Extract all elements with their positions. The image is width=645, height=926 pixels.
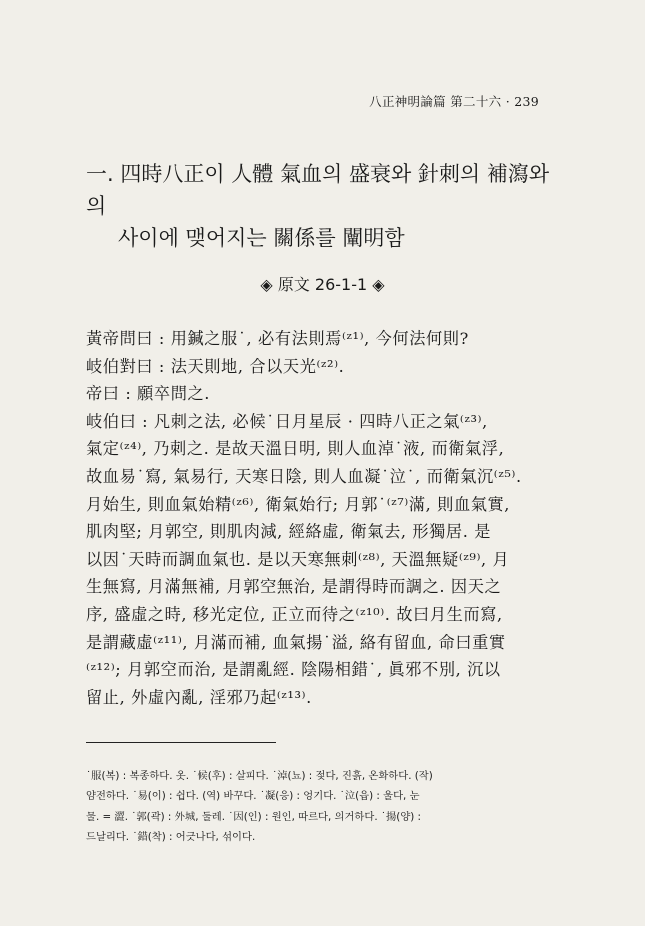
classical-text <box>86 325 556 711</box>
text-line: 序, 盛虛之時, 移光定位, 正立而待之⁽ᶻ¹⁰⁾. 故曰月生而寫, <box>86 604 503 624</box>
text-line: 氣定⁽ᶻ⁴⁾, 乃刺之. 是故天溫日明, 則人血淖˙液, 而衛氣浮, <box>86 439 505 459</box>
section-heading-line-2: 사이에 맺어지는 關係를 闡明함 <box>118 226 405 250</box>
footnote-line: 물. = 澀. ˙郭(곽) : 外城, 둘레. ˙因(인) : 원인, 따르다, 의거하다. ˙揚(양) : <box>86 810 422 823</box>
footnote-line: 드날리다. ˙錯(착) : 어긋나다, 섞이다. <box>86 831 256 844</box>
section-heading <box>86 158 556 254</box>
text-line: 以因˙天時而調血氣也. 是以天寒無刺⁽ᶻ⁸⁾, 天溫無疑⁽ᶻ⁹⁾, 月 <box>86 549 510 569</box>
text-line: 是謂藏虛⁽ᶻ¹¹⁾, 月滿而補, 血氣揚˙溢, 絡有留血, 命曰重實 <box>86 632 506 652</box>
running-head: 八正神明論篇 第二十六 · 239 <box>369 94 539 109</box>
text-line: ⁽ᶻ¹²⁾; 月郭空而治, 是謂亂經. 陰陽相錯˙, 眞邪不別, 沉以 <box>86 660 501 680</box>
text-line: 黃帝問曰 : 用鍼之服˙, 必有法則焉⁽ᶻ¹⁾, 今何法何則? <box>86 329 469 348</box>
footnote-divider <box>86 742 276 743</box>
text-line: 肌肉堅; 月郭空, 則肌肉減, 經絡虛, 衛氣去, 形獨居. 是 <box>86 522 492 542</box>
footnote-line: 얌전하다. ˙易(이) : 쉽다. (역) 바꾸다. ˙凝(응) : 엉기다. ˙泣(읍) : 울다, 눈 <box>86 790 420 803</box>
footnotes <box>86 766 556 848</box>
text-line: 留止, 外虛內亂, 淫邪乃起⁽ᶻ¹³⁾. <box>86 687 312 707</box>
text-line: 生無寫, 月滿無補, 月郭空無治, 是謂得時而調之. 因天之 <box>86 577 502 597</box>
section-heading-line-1: 一. 四時八正이 人體 氣血의 盛衰와 針刺의 補瀉와의 <box>86 162 550 218</box>
text-line: 岐伯曰 : 凡刺之法, 必候˙日月星辰 · 四時八正之氣⁽ᶻ³⁾, <box>86 411 488 431</box>
text-line: 帝曰 : 願卒問之. <box>86 384 211 404</box>
text-line: 月始生, 則血氣始精⁽ᶻ⁶⁾, 衛氣始行; 月郭˙⁽ᶻ⁷⁾滿, 則血氣實, <box>86 494 511 514</box>
original-text-label: ◈ 原文 26-1-1 ◈ <box>260 275 385 294</box>
text-line: 故血易˙寫, 氣易行, 天寒日陰, 則人血凝˙泣˙, 而衛氣沉⁽ᶻ⁵⁾. <box>86 466 522 486</box>
text-line: 岐伯對曰 : 法天則地, 合以天光⁽ᶻ²⁾. <box>86 356 345 376</box>
footnote-line: ˙服(복) : 복종하다. 옷. ˙候(후) : 살피다. ˙淖(뇨) : 젖다, 진흙, 온화하다. (작) <box>86 770 433 782</box>
